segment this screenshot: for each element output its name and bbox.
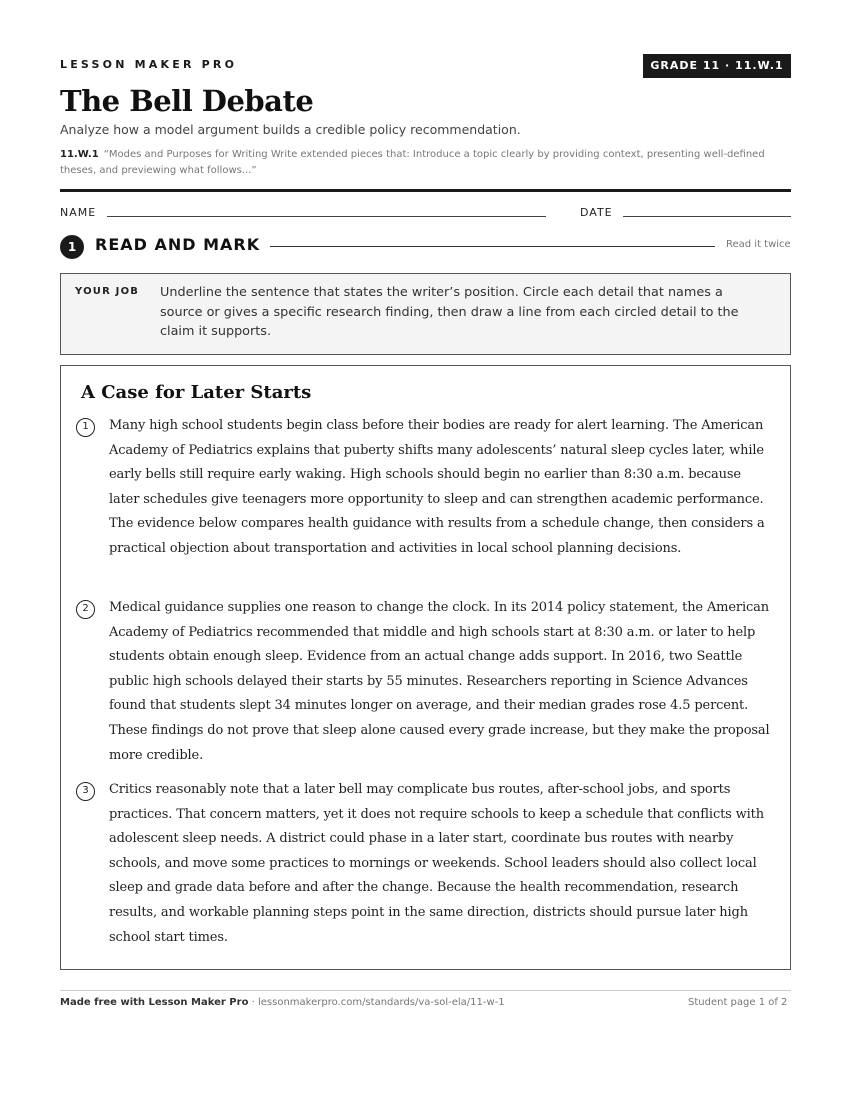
standard-code: 11.W.1	[60, 149, 99, 160]
passage-title: A Case for Later Starts	[81, 382, 312, 403]
paragraph-2: Medical guidance supplies one reason to change the clock. In its 2014 policy statement, the American Academy of Pediatrics recommended that middle and high schools start at 8:30 a.m. or later to help students obtain enough sleep. Evidence from an actual change adds support. In 2016, two Seattle public high schools delayed their starts by 55 minutes. Researchers reporting in Science Advances found that students slept 34 minutes longer on average, and their median grades rose 4.5 percent. These findings do not prove that sleep alone caused every grade increase, but they make the proposal more credible.	[109, 600, 770, 763]
section-divider	[270, 246, 715, 247]
instructions-label: YOUR JOB	[75, 286, 140, 297]
footer-page-number: Student page 1 of 2	[688, 997, 788, 1008]
grade-badge: GRADE 11 · 11.W.1	[643, 54, 791, 78]
paragraph-number-3: 3	[76, 782, 95, 801]
worksheet-title: The Bell Debate	[60, 84, 314, 118]
section-note: Read it twice	[726, 239, 791, 250]
brand-name: LESSON MAKER PRO	[60, 58, 238, 71]
header-divider	[60, 189, 791, 192]
name-field[interactable]	[107, 216, 546, 217]
footer-credit	[60, 997, 505, 1008]
paragraph-3: Critics reasonably note that a later bell may complicate bus routes, after-school jobs, and sports practices. That concern matters, yet it does not require schools to keep a schedule that conflicts with adolescent sleep needs. A district could phase in a later start, coordinate bus routes with nearby schools, and move some practices to mornings or weekends. School leaders should also collect local sleep and grade data before and after the change. Because the health recommendation, research results, and workable planning steps point in the same direction, districts should pursue later high school start times.	[109, 782, 764, 945]
paragraph-number-1: 1	[76, 418, 95, 437]
standard-reference	[60, 147, 790, 179]
footer-divider	[60, 990, 791, 991]
standard-text: “Modes and Purposes for Writing Write extended pieces that: Introduce a topic clearly by providing context, presenting well-defined theses, and previewing what follows...”	[60, 149, 765, 176]
date-field[interactable]	[623, 216, 791, 217]
footer-made-with: Made free with Lesson Maker Pro	[60, 997, 249, 1008]
footer-url[interactable]: · lessonmakerpro.com/standards/va-sol-ela/11-w-1	[248, 997, 505, 1008]
paragraph-number-2: 2	[76, 600, 95, 619]
section-title: READ AND MARK	[95, 235, 261, 254]
date-label: DATE	[580, 206, 613, 219]
section-number-badge: 1	[60, 235, 84, 259]
instructions-text: Underline the sentence that states the writer’s position. Circle each detail that names a source or gives a specific research finding, then draw a line from each circled detail to the claim it supports.	[160, 285, 739, 339]
paragraph-1: Many high school students begin class before their bodies are ready for alert learning. The American Academy of Pediatrics explains that puberty shifts many adolescents’ natural sleep cycles later, while early bells still require early waking. High schools should begin no earlier than 8:30 a.m. because later schedules give teenagers more opportunity to sleep and can strengthen academic performance. The evidence below compares health guidance with results from a schedule change, then considers a practical objection about transportation and activities in local school planning decisions.	[109, 418, 765, 556]
worksheet-subtitle: Analyze how a model argument builds a credible policy recommendation.	[60, 122, 521, 137]
name-label: NAME	[60, 206, 97, 219]
